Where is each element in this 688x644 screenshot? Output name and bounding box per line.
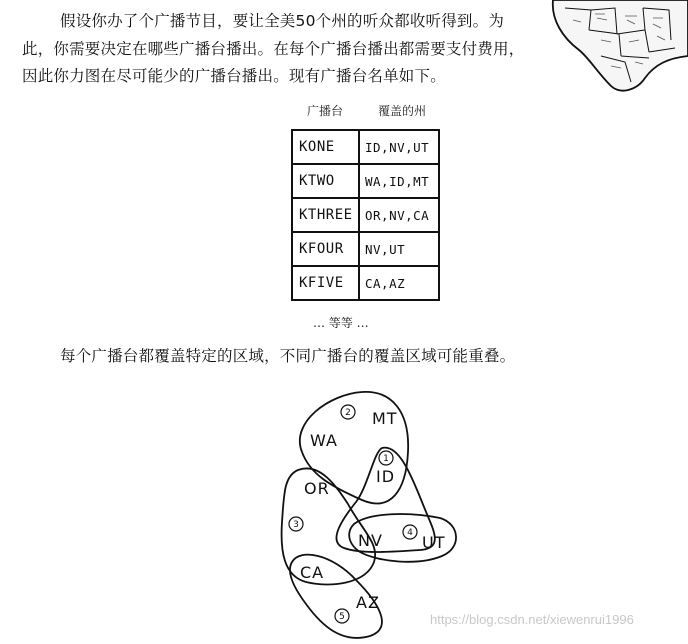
us-map-illustration (545, 0, 688, 96)
table-header-states: 覆盖的州 (378, 104, 427, 118)
state-label-or: OR (304, 479, 330, 498)
table-row (292, 266, 439, 300)
state-label-az: AZ (356, 593, 380, 612)
table-row (292, 198, 439, 232)
watermark: https://blog.csdn.net/xiewenrui1996 (430, 612, 634, 627)
intro-paragraph: 假设你办了个广播节目，要让全美50个州的听众都收听得到。为此，你需要决定在哪些广播台播出。在每个广播台播出都需要支付费用，因此你力图在尽可能少的广播台播出。现有广播台名单如下。 (22, 12, 525, 85)
table-row (292, 164, 439, 198)
state-label-id: ID (376, 467, 396, 486)
state-label-ca: CA (300, 563, 325, 582)
station-marker-2: 2 (345, 408, 351, 418)
station-states: OR,NV,CA (359, 198, 439, 232)
station-table (291, 129, 440, 301)
station-marker-1: 1 (383, 454, 389, 464)
station-marker-3: 3 (293, 520, 299, 530)
overlap-paragraph: 每个广播台都覆盖特定的区域，不同广播台的覆盖区域可能重叠。 (60, 347, 516, 365)
station-states: ID,NV,UT (359, 130, 439, 164)
state-label-wa: WA (310, 431, 338, 450)
state-label-mt: MT (372, 409, 398, 428)
station-marker-5: 5 (339, 612, 345, 622)
table-header-station: 广播台 (307, 104, 344, 118)
state-label-nv: NV (358, 531, 383, 550)
station-name: KFIVE (292, 266, 359, 300)
station-marker-4: 4 (407, 528, 413, 538)
coverage-venn-diagram (270, 382, 476, 644)
state-label-ut: UT (422, 533, 446, 552)
table-etc-note: … 等等 … (313, 316, 369, 330)
station-name: KTWO (292, 164, 359, 198)
table-row (292, 232, 439, 266)
station-name: KTHREE (292, 198, 359, 232)
table-row (292, 130, 439, 164)
station-states: WA,ID,MT (359, 164, 439, 198)
station-name: KONE (292, 130, 359, 164)
station-name: KFOUR (292, 232, 359, 266)
station-states: CA,AZ (359, 266, 439, 300)
station-states: NV,UT (359, 232, 439, 266)
